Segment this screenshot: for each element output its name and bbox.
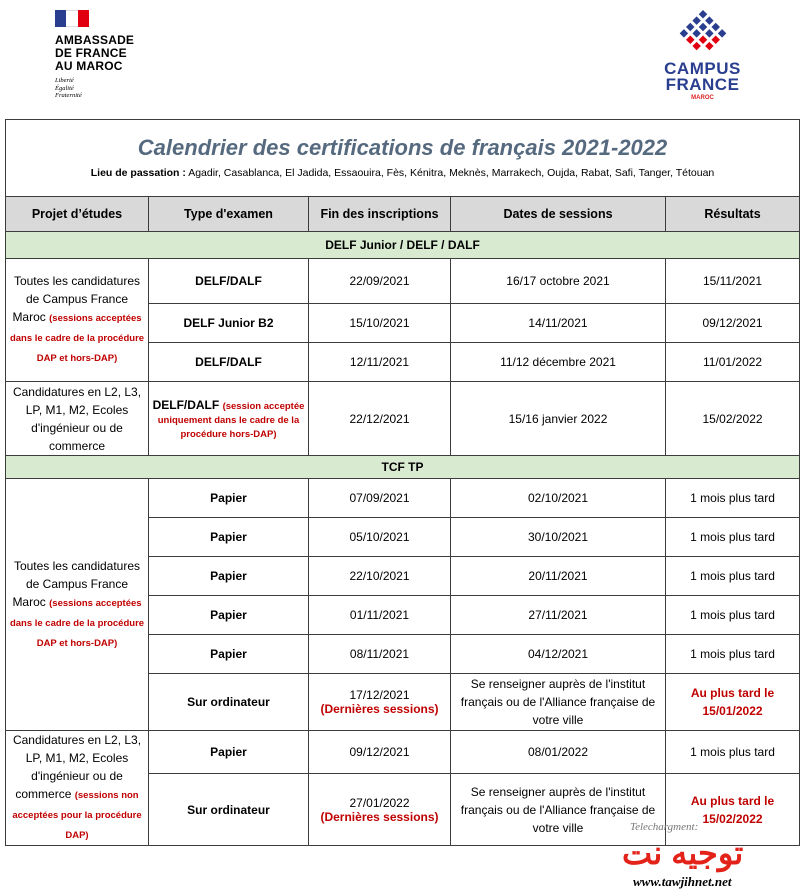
- table-row: DELF Junior B2 15/10/2021 14/11/2021 09/12/2021: [6, 304, 800, 343]
- table-row: Toutes les candidatures de Campus France Maroc (sessions acceptées dans le cadre de la procédure DAP et hors-DAP) DELF/DALF 22/09/2021 16/17 octobre 2021 15/11/2021: [6, 259, 800, 304]
- page-title: Calendrier des certifications de français 2021-2022: [137, 135, 668, 160]
- project-group-delf-2: Candidatures en L2, L3, LP, M1, M2, Ecoles d'ingénieur ou de commerce: [6, 382, 149, 456]
- table-row: Papier 01/11/2021 27/11/2021 1 mois plus tard: [6, 596, 800, 635]
- watermark-url: www.tawjihnet.net: [633, 874, 732, 889]
- section-heading-delf: DELF Junior / DELF / DALF: [6, 232, 800, 259]
- project-group-tcf-1: Toutes les candidatures de Campus France Maroc (sessions acceptées dans le cadre de la procédure DAP et hors-DAP): [6, 479, 149, 731]
- col-header-resultats: Résultats: [666, 197, 800, 232]
- table-row: Sur ordinateur 17/12/2021 (Dernières sessions) Se renseigner auprès de l'institut français ou de l'Alliance française de votre ville Au plus tard le 15/01/2022: [6, 674, 800, 731]
- project-group-delf-1: Toutes les candidatures de Campus France Maroc (sessions acceptées dans le cadre de la procédure DAP et hors-DAP): [6, 259, 149, 382]
- campus-france-logo: CAMPUS FRANCE MAROC: [650, 8, 755, 101]
- table-row: Sur ordinateur 27/01/2022 (Dernières sessions) Se renseigner auprès de l'institut français ou de l'Alliance française de votre ville Au plus tard le 15/02/2022: [6, 774, 800, 846]
- embassy-name: AMBASSADE DE FRANCE AU MAROC: [55, 33, 135, 73]
- embassy-logo: [55, 10, 134, 100]
- section-heading-tcf: TCF TP: [6, 456, 800, 479]
- col-header-projet: Projet d’études: [6, 197, 149, 232]
- table-row: DELF/DALF 12/11/2021 11/12 décembre 2021 11/01/2022: [6, 343, 800, 382]
- table-row: Papier 22/10/2021 20/11/2021 1 mois plus tard: [6, 557, 800, 596]
- table-row: Candidatures en L2, L3, LP, M1, M2, Ecoles d'ingénieur ou de commerce (sessions non acceptées pour la procédure DAP) Papier 09/12/2021 08/01/2022 1 mois plus tard: [6, 731, 800, 774]
- column-headers: [6, 197, 800, 232]
- table-row: Candidatures en L2, L3, LP, M1, M2, Ecoles d'ingénieur ou de commerce DELF/DALF (session acceptée uniquement dans le cadre de la procédure hors-DAP) 22/12/2021 15/16 janvier 2022 15/02/2022: [6, 382, 800, 456]
- project-group-tcf-2: Candidatures en L2, L3, LP, M1, M2, Ecoles d'ingénieur ou de commerce (sessions non acceptées pour la procédure DAP): [6, 731, 149, 846]
- col-header-fin: Fin des inscriptions: [309, 197, 451, 232]
- watermark-logo: توجيه نت: [622, 835, 744, 871]
- col-header-dates: Dates de sessions: [451, 197, 666, 232]
- french-flag-icon: [55, 10, 89, 27]
- certification-calendar-table: [5, 119, 800, 846]
- table-row: Toutes les candidatures de Campus France Maroc (sessions acceptées dans le cadre de la procédure DAP et hors-DAP) Papier 07/09/2021 02/10/2021 1 mois plus tard: [6, 479, 800, 518]
- watermark-label: Telechargment:: [630, 821, 699, 833]
- diamond-grid-icon: [663, 8, 743, 56]
- republic-motto: Liberté Égalité Fraternité: [55, 77, 82, 99]
- col-header-type: Type d'examen: [149, 197, 309, 232]
- title-cell: [6, 120, 800, 197]
- exam-locations: Lieu de passation : Agadir, Casablanca, El Jadida, Essaouira, Fès, Kénitra, Meknès, Marrakech, Oujda, Rabat, Safi, Tanger, Tétouan: [90, 167, 715, 179]
- table-row: Papier 05/10/2021 30/10/2021 1 mois plus tard: [6, 518, 800, 557]
- table-row: Papier 08/11/2021 04/12/2021 1 mois plus tard: [6, 635, 800, 674]
